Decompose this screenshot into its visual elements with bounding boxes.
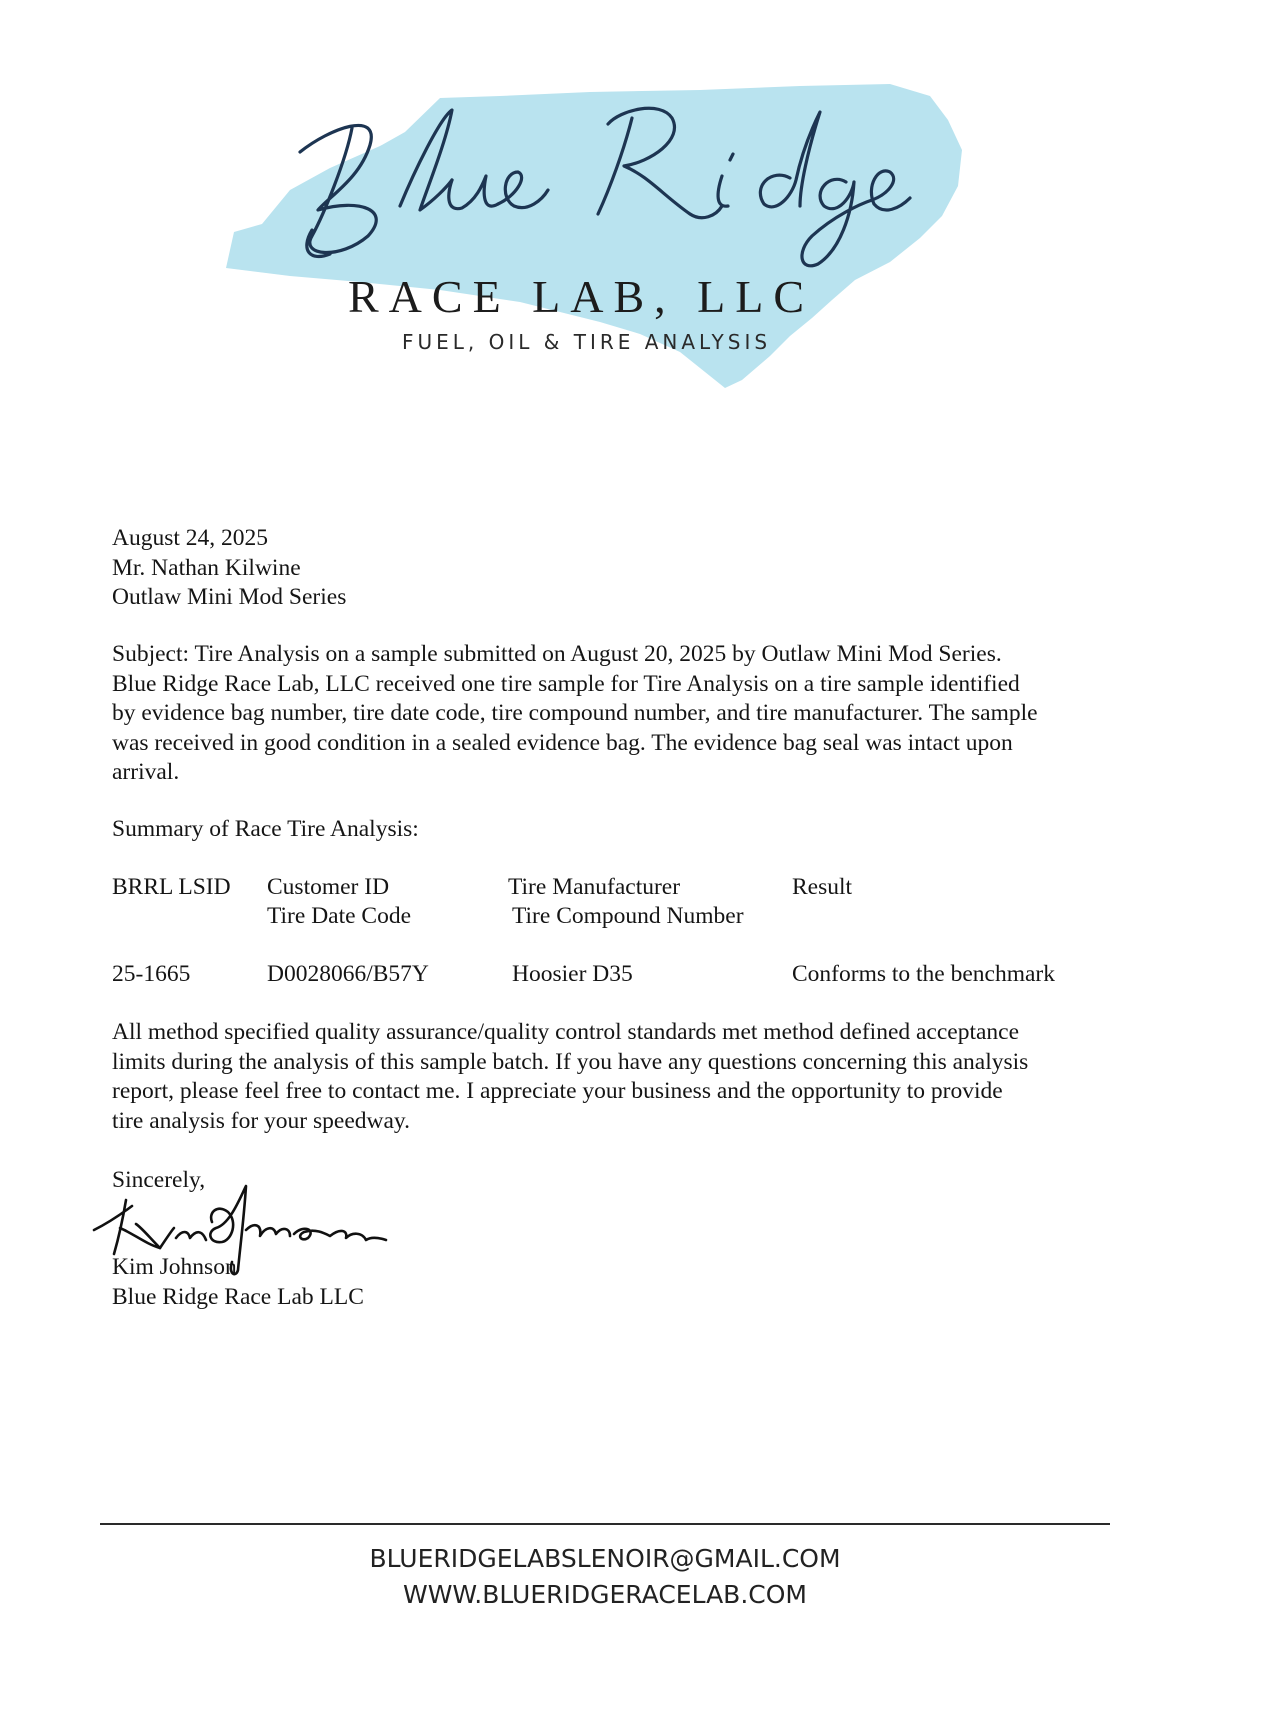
footer-email: BLUERIDGELABSLENOIR@GMAIL.COM xyxy=(369,1544,841,1573)
cell-manufacturer-compound: Hoosier D35 xyxy=(512,961,633,987)
letter-date: August 24, 2025 xyxy=(112,525,269,551)
closing-line: All method specified quality assurance/quality control standards met method defined acceptance xyxy=(112,1019,1020,1045)
closing-line: limits during the analysis of this sample batch. If you have any questions concerning this analysis xyxy=(112,1048,1029,1075)
letterhead-logo xyxy=(0,0,1284,420)
closing-line: report, please feel free to contact me. I appreciate your business and the opportunity to provide xyxy=(112,1078,1003,1104)
header-tire-date-code: Tire Date Code xyxy=(267,903,412,929)
header-lsid: BRRL LSID xyxy=(112,874,231,900)
intro-line: by evidence bag number, tire date code, tire compound number, and tire manufacturer. The sample xyxy=(112,700,1038,726)
recipient-block xyxy=(112,524,346,613)
header-result: Result xyxy=(792,874,853,900)
header-customer-id: Customer ID xyxy=(267,874,390,900)
signer-block xyxy=(112,1253,364,1312)
cell-customer-id: D0028066/B57Y xyxy=(267,961,429,987)
header-tire-compound-number: Tire Compound Number xyxy=(512,903,744,929)
letterhead xyxy=(0,0,1284,420)
company-tagline: FUEL, OIL & TIRE ANALYSIS xyxy=(402,330,772,354)
intro-line: Subject: Tire Analysis on a sample submitted on August 20, 2025 by Outlaw Mini Mod Series. xyxy=(112,641,1002,667)
signer-company: Blue Ridge Race Lab LLC xyxy=(112,1283,364,1310)
header-tire-manufacturer: Tire Manufacturer xyxy=(508,874,681,900)
intro-line: was received in good condition in a sealed evidence bag. The evidence bag seal was intact upon xyxy=(112,729,1013,756)
footer-divider xyxy=(100,1523,1110,1525)
company-name: RACE LAB, LLC xyxy=(348,271,815,322)
cell-result: Conforms to the benchmark xyxy=(792,961,1056,987)
cell-lsid: 25-1665 xyxy=(112,961,191,987)
signer-name: Kim Johnson xyxy=(112,1254,237,1280)
footer-website: WWW.BLUERIDGERACELAB.COM xyxy=(402,1580,807,1609)
closing-line: tire analysis for your speedway. xyxy=(112,1107,411,1134)
recipient-name: Mr. Nathan Kilwine xyxy=(112,554,301,581)
closing-paragraph xyxy=(112,1018,1028,1136)
summary-heading: Summary of Race Tire Analysis: xyxy=(112,816,419,842)
salutation: Sincerely, xyxy=(112,1167,206,1193)
recipient-organization: Outlaw Mini Mod Series xyxy=(112,584,347,610)
intro-line: Blue Ridge Race Lab, LLC received one tire sample for Tire Analysis on a tire sample identified xyxy=(112,670,1020,697)
intro-line: arrival. xyxy=(112,759,180,785)
intro-paragraph xyxy=(112,640,1038,788)
